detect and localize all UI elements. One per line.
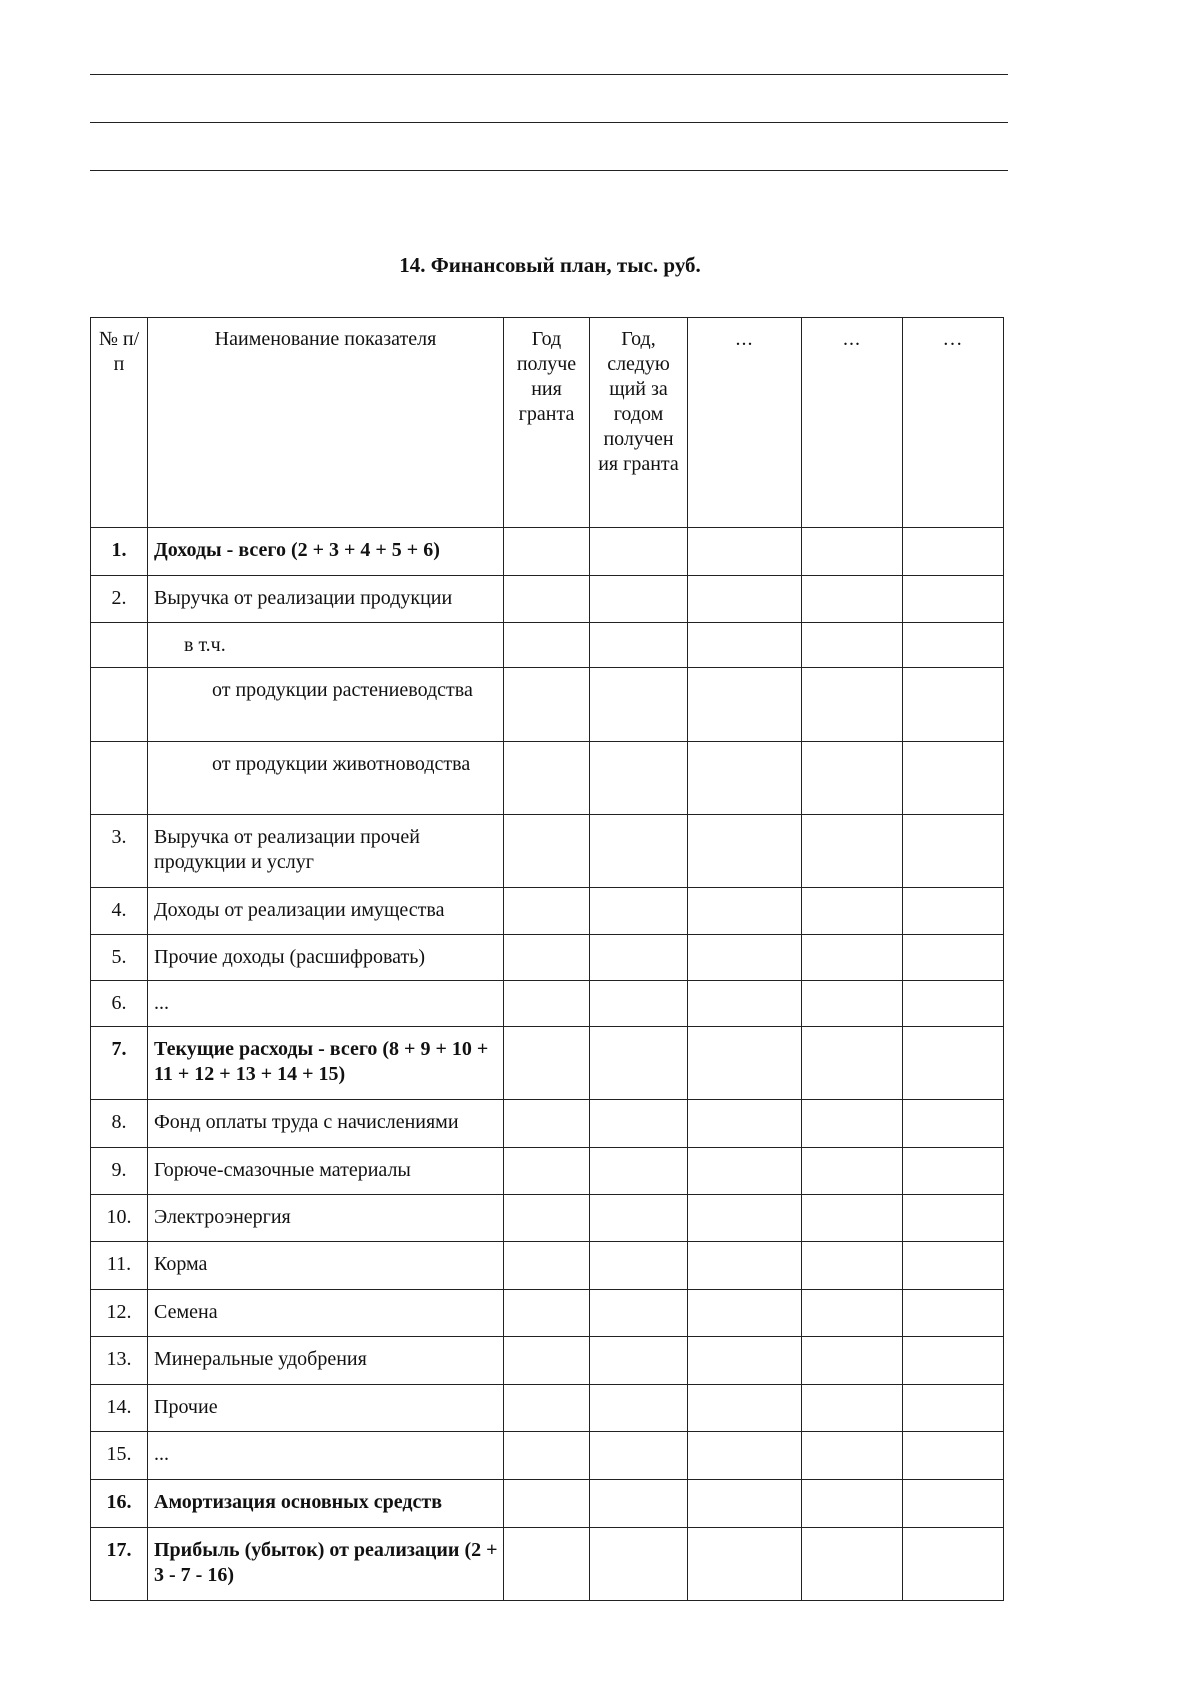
header-year-4: ... (802, 318, 903, 528)
value-cell[interactable] (590, 888, 688, 935)
table-header-row (91, 318, 1004, 528)
value-cell[interactable] (802, 528, 903, 576)
indicator-name: Прочие доходы (расшифровать) (148, 935, 504, 981)
value-cell[interactable] (504, 1100, 590, 1148)
indicator-name: Прибыль (убыток) от реализации (2 + 3 - 7 - 16) (148, 1528, 504, 1601)
table-row (91, 981, 1004, 1027)
table-row (91, 1195, 1004, 1242)
value-cell[interactable] (903, 1337, 1004, 1385)
value-cell[interactable] (504, 1242, 590, 1290)
table-row (91, 1432, 1004, 1480)
value-cell[interactable] (688, 1242, 802, 1290)
value-cell[interactable] (590, 1148, 688, 1195)
value-cell[interactable] (590, 981, 688, 1027)
value-cell[interactable] (802, 981, 903, 1027)
table-row (91, 668, 1004, 742)
value-cell[interactable] (590, 668, 688, 742)
indicator-name: Электроэнергия (148, 1195, 504, 1242)
value-cell[interactable] (504, 888, 590, 935)
table-row (91, 815, 1004, 888)
financial-plan-table (90, 317, 1004, 1601)
value-cell[interactable] (504, 1528, 590, 1601)
value-cell[interactable] (590, 742, 688, 815)
indicator-name: Горюче-смазочные материалы (148, 1148, 504, 1195)
value-cell[interactable] (688, 576, 802, 623)
row-number (91, 623, 148, 668)
value-cell[interactable] (590, 1195, 688, 1242)
table-row (91, 1528, 1004, 1601)
value-cell[interactable] (688, 668, 802, 742)
header-indicator-name: Наименование показателя (148, 318, 504, 528)
value-cell[interactable] (802, 1100, 903, 1148)
value-cell[interactable] (688, 742, 802, 815)
value-cell[interactable] (590, 1027, 688, 1100)
row-number: 14. (91, 1385, 148, 1432)
row-number: 12. (91, 1290, 148, 1337)
value-cell[interactable] (903, 1242, 1004, 1290)
blank-line-3 (90, 170, 1008, 171)
value-cell[interactable] (903, 1432, 1004, 1480)
table-row (91, 1337, 1004, 1385)
row-number: 3. (91, 815, 148, 888)
value-cell[interactable] (688, 1432, 802, 1480)
table-row (91, 1027, 1004, 1100)
value-cell[interactable] (802, 1337, 903, 1385)
value-cell[interactable] (802, 935, 903, 981)
value-cell[interactable] (688, 935, 802, 981)
value-cell[interactable] (802, 1480, 903, 1528)
table-row (91, 1480, 1004, 1528)
row-number: 15. (91, 1432, 148, 1480)
value-cell[interactable] (688, 1195, 802, 1242)
value-cell[interactable] (903, 935, 1004, 981)
value-cell[interactable] (802, 1432, 903, 1480)
table-row (91, 1242, 1004, 1290)
value-cell[interactable] (903, 1528, 1004, 1601)
indicator-name: Доходы от реализации имущества (148, 888, 504, 935)
value-cell[interactable] (504, 623, 590, 668)
value-cell[interactable] (802, 1242, 903, 1290)
value-cell[interactable] (802, 1385, 903, 1432)
value-cell[interactable] (802, 888, 903, 935)
indicator-name: Семена (148, 1290, 504, 1337)
value-cell[interactable] (504, 935, 590, 981)
value-cell[interactable] (504, 1148, 590, 1195)
value-cell[interactable] (590, 1290, 688, 1337)
table-row (91, 1100, 1004, 1148)
value-cell[interactable] (504, 815, 590, 888)
row-number: 5. (91, 935, 148, 981)
value-cell[interactable] (590, 1432, 688, 1480)
row-number: 7. (91, 1027, 148, 1100)
value-cell[interactable] (590, 1242, 688, 1290)
value-cell[interactable] (504, 1480, 590, 1528)
value-cell[interactable] (802, 1195, 903, 1242)
table-row (91, 528, 1004, 576)
value-cell[interactable] (688, 1337, 802, 1385)
value-cell[interactable] (688, 1528, 802, 1601)
value-cell[interactable] (504, 742, 590, 815)
row-number: 1. (91, 528, 148, 576)
value-cell[interactable] (802, 1148, 903, 1195)
header-next-year: Год, следую щий за годом получен ия гранта (590, 318, 688, 528)
indicator-name: Минеральные удобрения (148, 1337, 504, 1385)
value-cell[interactable] (504, 668, 590, 742)
value-cell[interactable] (590, 1100, 688, 1148)
value-cell[interactable] (688, 815, 802, 888)
header-number: № п/п (91, 318, 148, 528)
table-row (91, 1290, 1004, 1337)
indicator-name: Фонд оплаты труда с начислениями (148, 1100, 504, 1148)
value-cell[interactable] (590, 815, 688, 888)
header-year-3: ... (688, 318, 802, 528)
indicator-name: в т.ч. (148, 623, 504, 668)
value-cell[interactable] (903, 668, 1004, 742)
value-cell[interactable] (504, 1385, 590, 1432)
value-cell[interactable] (802, 576, 903, 623)
indicator-name: Выручка от реализации продукции (148, 576, 504, 623)
value-cell[interactable] (688, 1027, 802, 1100)
value-cell[interactable] (903, 1480, 1004, 1528)
value-cell[interactable] (688, 981, 802, 1027)
row-number: 9. (91, 1148, 148, 1195)
table-row (91, 1148, 1004, 1195)
value-cell[interactable] (688, 1148, 802, 1195)
indicator-name: ... (148, 1432, 504, 1480)
value-cell[interactable] (504, 1195, 590, 1242)
blank-line-1 (90, 74, 1008, 75)
value-cell[interactable] (590, 576, 688, 623)
value-cell[interactable] (903, 1290, 1004, 1337)
table-body (91, 528, 1004, 1601)
value-cell[interactable] (504, 1027, 590, 1100)
row-number: 6. (91, 981, 148, 1027)
table-row (91, 742, 1004, 815)
value-cell[interactable] (504, 576, 590, 623)
indicator-name: Прочие (148, 1385, 504, 1432)
value-cell[interactable] (802, 742, 903, 815)
value-cell[interactable] (802, 1528, 903, 1601)
value-cell[interactable] (504, 1337, 590, 1385)
indicator-name: Выручка от реализации прочей продукции и услуг (148, 815, 504, 888)
row-number (91, 742, 148, 815)
value-cell[interactable] (504, 1432, 590, 1480)
row-number: 13. (91, 1337, 148, 1385)
indicator-name: Корма (148, 1242, 504, 1290)
value-cell[interactable] (903, 981, 1004, 1027)
row-number (91, 668, 148, 742)
value-cell[interactable] (802, 1290, 903, 1337)
indicator-name: от продукции растениеводства (148, 668, 504, 742)
value-cell[interactable] (590, 1480, 688, 1528)
indicator-name: ... (148, 981, 504, 1027)
row-number: 16. (91, 1480, 148, 1528)
value-cell[interactable] (903, 1027, 1004, 1100)
row-number: 11. (91, 1242, 148, 1290)
value-cell[interactable] (688, 1100, 802, 1148)
page-title: 14. Финансовый план, тыс. руб. (399, 253, 701, 277)
row-number: 4. (91, 888, 148, 935)
value-cell[interactable] (504, 1290, 590, 1337)
value-cell[interactable] (688, 1385, 802, 1432)
value-cell[interactable] (903, 1195, 1004, 1242)
value-cell[interactable] (688, 888, 802, 935)
value-cell[interactable] (590, 528, 688, 576)
value-cell[interactable] (903, 888, 1004, 935)
value-cell[interactable] (590, 1337, 688, 1385)
row-number: 2. (91, 576, 148, 623)
value-cell[interactable] (590, 1385, 688, 1432)
indicator-name: Амортизация основных средств (148, 1480, 504, 1528)
indicator-name: от продукции животноводства (148, 742, 504, 815)
value-cell[interactable] (688, 528, 802, 576)
value-cell[interactable] (688, 623, 802, 668)
value-cell[interactable] (903, 623, 1004, 668)
indicator-name: Текущие расходы - всего (8 + 9 + 10 + 11 + 12 + 13 + 14 + 15) (148, 1027, 504, 1100)
value-cell[interactable] (688, 1480, 802, 1528)
value-cell[interactable] (504, 981, 590, 1027)
indicator-name: Доходы - всего (2 + 3 + 4 + 5 + 6) (148, 528, 504, 576)
value-cell[interactable] (590, 935, 688, 981)
blank-line-2 (90, 122, 1008, 123)
value-cell[interactable] (590, 623, 688, 668)
value-cell[interactable] (504, 528, 590, 576)
value-cell[interactable] (802, 815, 903, 888)
table-row (91, 935, 1004, 981)
row-number: 10. (91, 1195, 148, 1242)
row-number: 17. (91, 1528, 148, 1601)
row-number: 8. (91, 1100, 148, 1148)
header-year-5: … (903, 318, 1004, 528)
value-cell[interactable] (903, 528, 1004, 576)
value-cell[interactable] (903, 742, 1004, 815)
value-cell[interactable] (903, 815, 1004, 888)
table-row (91, 1385, 1004, 1432)
value-cell[interactable] (802, 1027, 903, 1100)
value-cell[interactable] (802, 668, 903, 742)
table-row (91, 576, 1004, 623)
value-cell[interactable] (903, 1148, 1004, 1195)
table-row (91, 623, 1004, 668)
value-cell[interactable] (903, 1385, 1004, 1432)
value-cell[interactable] (802, 623, 903, 668)
value-cell[interactable] (590, 1528, 688, 1601)
header-grant-year: Год получе ния гранта (504, 318, 590, 528)
value-cell[interactable] (688, 1290, 802, 1337)
table-row (91, 888, 1004, 935)
value-cell[interactable] (903, 576, 1004, 623)
value-cell[interactable] (903, 1100, 1004, 1148)
